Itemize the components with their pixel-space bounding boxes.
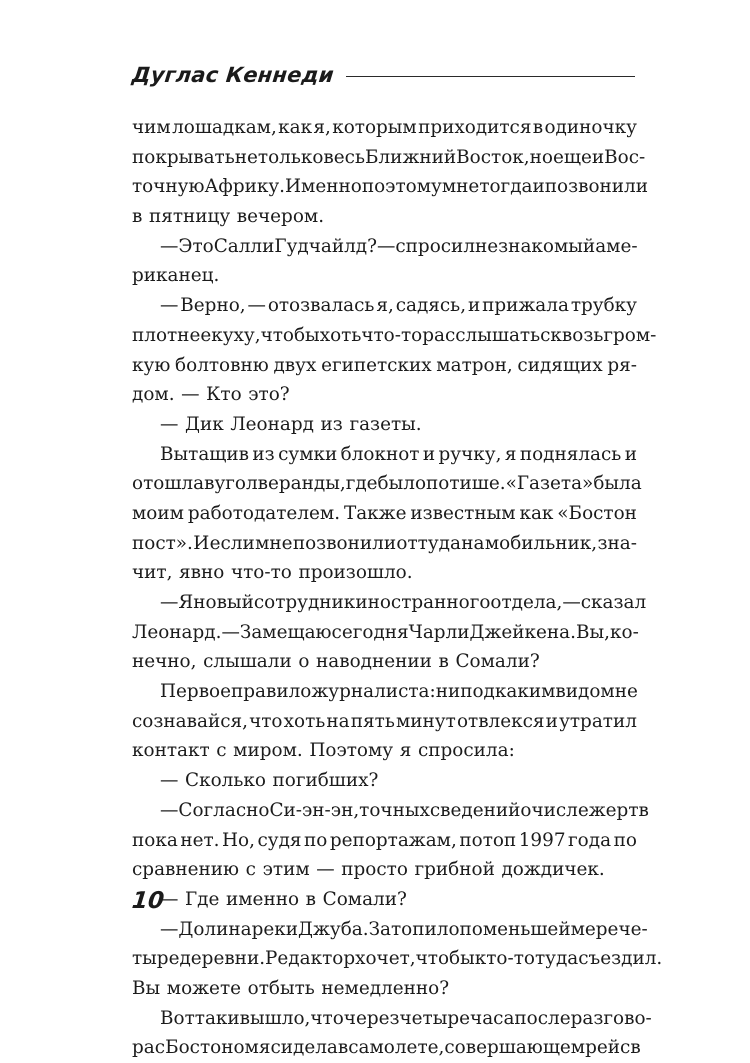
text-line: моим работодателем. Также известным как «Бостон	[132, 502, 637, 524]
text-line: пост». И если мне позвонили оттуда на мобильник, зна-	[132, 532, 637, 554]
text-line: плотнее к уху, чтобы хоть что-то расслышать сквозь гром-	[132, 324, 657, 346]
text-line: Вытащив из сумки блокнот и ручку, я поднялась и	[160, 443, 637, 465]
text-line: отошла в угол веранды, где было потише. «Газета» была	[132, 473, 642, 495]
text-line: — Долина реки Джуба. Затопило по меньшей мере че-	[160, 918, 648, 940]
page-number: 10	[130, 888, 166, 914]
text-line: чит, явно что-то произошло.	[132, 562, 413, 584]
body-text	[132, 113, 663, 1063]
text-line: точную Африку. Именно поэтому мне тогда и позвонили	[132, 176, 648, 198]
text-line: — Где именно в Сомали?	[160, 888, 407, 910]
text-line: — Это Салли Гудчайлд? — спросил незнакомый аме-	[160, 235, 638, 257]
text-line: ра с Бостоном я сидела в самолете, совершающем рейс в	[132, 1037, 641, 1059]
text-line: нечно, слышали о наводнении в Сомали?	[132, 651, 540, 673]
text-line: Первое правило журналиста: ни под каким видом не	[160, 681, 638, 703]
text-line: пока нет. Но, судя по репортажам, потоп 1997 года по	[132, 829, 637, 851]
text-line: риканец.	[132, 265, 220, 287]
text-line: сравнению с этим — просто грибной дождичек.	[132, 859, 605, 881]
text-line: Вот так и вышло, что через четыре часа после разгово-	[160, 1007, 652, 1029]
text-line: — Согласно Си-эн-эн, точных сведений о числе жертв	[160, 799, 649, 821]
text-line: дом. — Кто это?	[132, 384, 290, 406]
text-line: — Верно, — отозвалась я, садясь, и прижала трубку	[160, 295, 637, 317]
text-line: Вы можете отбыть немедленно?	[132, 977, 450, 999]
text-line: сознавайся, что хоть на пять минут отвлекся и утратил	[132, 710, 637, 732]
text-line: кую болтовню двух египетских матрон, сидящих ря-	[132, 354, 637, 376]
running-head	[132, 58, 635, 92]
text-line: Леонард. — Замещаю сегодня Чарли Джейкена. Вы, ко-	[132, 621, 639, 643]
text-line: в пятницу вечером.	[132, 206, 325, 228]
running-head-author: Дуглас Кеннеди	[130, 63, 336, 87]
text-line: — Я новый сотрудник иностранного отдела, — сказал	[160, 592, 647, 613]
text-line: чим лошадкам, как я, которым приходится в одиночку	[132, 117, 637, 138]
text-line: — Сколько погибших?	[160, 770, 379, 792]
text-line: покрывать не только весь Ближний Восток, но еще и Вос-	[132, 146, 646, 168]
text-line: контакт с миром. Поэтому я спросила:	[132, 740, 515, 762]
text-line: тыре деревни. Редактор хочет, чтобы кто-то туда съездил.	[132, 948, 663, 970]
text-line: — Дик Леонард из газеты.	[160, 413, 422, 435]
running-head-rule	[346, 76, 635, 77]
